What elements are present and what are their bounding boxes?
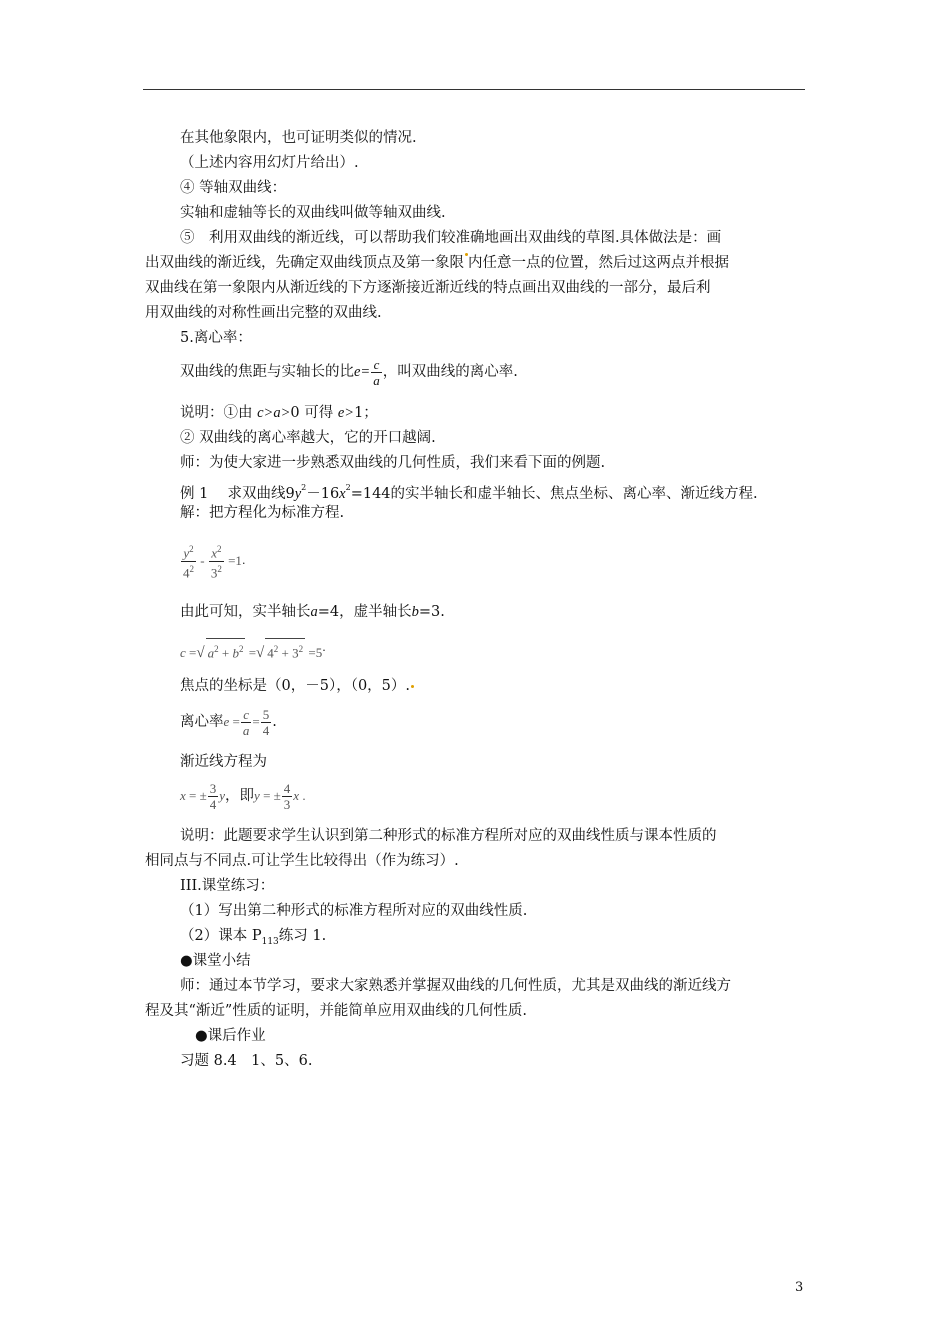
header-rule: [143, 89, 805, 90]
text-span: ，即: [225, 788, 255, 804]
example-1: [180, 478, 758, 504]
text-span: （2）课本 P: [180, 928, 262, 944]
text-line: ④ 等轴双曲线：: [180, 180, 287, 196]
text-span: 离心率越大，它的开口越阔.: [257, 430, 436, 446]
text-span: ，叫双曲线的离心率.: [382, 364, 518, 380]
text-span: 说明：①由: [180, 405, 253, 421]
text-line: 师：为使大家进一步熟悉双曲线的几何性质，我们来看下面的例题.: [180, 455, 606, 471]
equation: $9y^2-16x^2=144$: [285, 483, 391, 502]
text-span: 例 1 求双曲线: [180, 486, 286, 502]
section-heading: III.课堂练习：: [180, 878, 275, 894]
text-line: 实轴和虚轴等长的双曲线叫做等轴双曲线.: [180, 205, 446, 221]
marker-dot: [411, 685, 414, 688]
text-span: 的实半轴长和虚半轴长、焦点坐标、离心率、渐近线方程.: [390, 486, 758, 502]
standard-equation: $\frac{y^2}{4^2}$ - $\frac{x^2}{3^2}$ =1.: [183, 544, 246, 580]
foci: [180, 676, 414, 696]
text-line: （1）写出第二种形式的标准方程所对应的双曲线性质.: [180, 903, 528, 919]
text-line: 在其他象限内，也可证明类似的情况.: [180, 130, 417, 146]
text-line: 习题 8.4 1、5、6.: [180, 1053, 313, 1069]
text-span: 可得: [304, 405, 334, 421]
asymptote-equation: x = ± $\frac{3}{4}$ y，即y = ± $\frac{4}{3}$ x .: [180, 780, 306, 812]
text-span: 焦点的坐标是（0，－5），（0，5）.: [180, 678, 411, 694]
text-span: ② 双曲线的: [180, 430, 258, 446]
text-line: 说明：此题要求学生认识到第二种形式的标准方程所对应的双曲线性质与课本性质的: [180, 828, 717, 844]
text-span: 由此可知，实半轴长: [180, 604, 311, 620]
focal-distance: c =√ $a^2 + b^2$ =√ $4^2 + 3^2 =5^.$: [180, 638, 326, 663]
eccentricity-value: 离心率e = $\frac{c}{a}$ = $\frac{5}{4}$ .: [180, 706, 277, 738]
page-number: 3: [795, 1280, 804, 1295]
text-span: 出双曲线的渐近线，先确定双曲线顶点及第一象限: [145, 255, 464, 271]
text-line: 程及其“渐近”性质的证明，并能简单应用双曲线的几何性质.: [145, 1003, 527, 1019]
semi-axes: 由此可知，实半轴长a=4，虚半轴长b=3.: [180, 604, 445, 620]
text-line: 用双曲线的对称性画出完整的双曲线.: [145, 305, 382, 321]
subscript: 113: [261, 936, 279, 947]
note-1: 说明：①由 c>a>0 可得 e>1；: [180, 405, 378, 421]
text-line: 解：把方程化为标准方程.: [180, 505, 345, 521]
text-line: 相同点与不同点.可让学生比较得出（作为练习）.: [145, 853, 459, 869]
formula: e>: [337, 405, 355, 421]
text-span: ，虚半轴长: [339, 604, 412, 620]
formula: e=: [354, 364, 371, 380]
text-span: 练习 1.: [278, 928, 327, 944]
text-span: 内任意一点的位置，然后过这两点并根据: [468, 255, 729, 271]
text-span: 离心率: [180, 714, 224, 730]
fraction-c-over-a: $\frac{c}{a}$: [373, 356, 380, 388]
text-span: 双曲线的焦距与实轴长的比: [180, 364, 354, 380]
text-line: （上述内容用幻灯片给出）.: [180, 155, 359, 171]
note-2: [180, 428, 436, 448]
text-line: [180, 926, 326, 952]
section-heading: ●课堂小结: [180, 953, 251, 969]
text-line: 双曲线在第一象限内从渐近线的下方逐渐接近渐近线的特点画出双曲线的一部分，最后利: [145, 280, 711, 296]
text-line: [145, 253, 729, 273]
eccentricity-def: [180, 355, 518, 389]
text-line: 渐近线方程为: [180, 754, 267, 770]
text-line: 师：通过本节学习，要求大家熟悉并掌握双曲线的几何性质，尤其是双曲线的渐近线方: [180, 978, 731, 994]
formula: c>a>: [257, 405, 291, 421]
section-heading: ●课后作业: [195, 1028, 266, 1044]
text-line: ⑤ 利用双曲线的渐近线，可以帮助我们较准确地画出双曲线的草图.具体做法是：画: [180, 230, 722, 246]
section-heading: 5.离心率：: [180, 330, 252, 346]
